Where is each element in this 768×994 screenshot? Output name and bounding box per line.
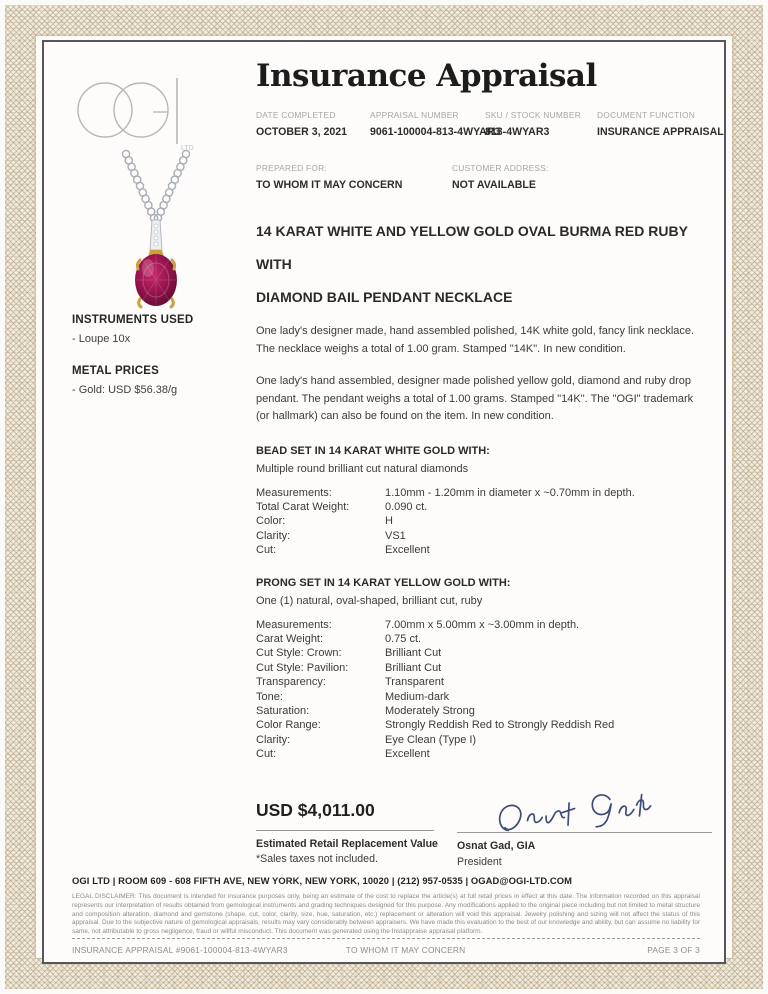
sales-tax-note: *Sales taxes not included. bbox=[256, 853, 378, 865]
instruments-used-item: - Loupe 10x bbox=[72, 333, 131, 345]
replacement-value-caption: Estimated Retail Replacement Value bbox=[256, 838, 438, 850]
footer-page-number: PAGE 3 OF 3 bbox=[647, 945, 700, 955]
prong-set-attributes bbox=[256, 618, 714, 762]
company-contact-line: OGI LTD | ROOM 609 - 608 FIFTH AVE, NEW YORK, NEW YORK, 10020 | (212) 957-0535 | OGAD@OGI-LTD.COM bbox=[72, 875, 573, 886]
signatory-title: President bbox=[457, 856, 502, 868]
replacement-value-block bbox=[256, 790, 457, 868]
metal-prices-heading: METAL PRICES bbox=[72, 365, 159, 377]
page-footer-bar bbox=[72, 945, 700, 955]
ogi-logo-ltd-text: LTD bbox=[181, 145, 194, 152]
prong-set-heading: PRONG SET IN 14 KARAT YELLOW GOLD WITH: bbox=[256, 576, 511, 589]
legal-disclaimer: LEGAL DISCLAIMER: This document is intended for insurance purposes only, being an estimate of the cost to replace the article(s) at full retail prices in effect at this date. The information recorded on this appraisal represents our interpretation of results obtained from gemological instruments and grading techniques designed for this purpose. Any modifications applied to the original piece including but not limited to metal structure and composition alteration, diamond and gemstone (shape, cut, color, clarity, size, hue, saturation, etc.) replacement or alteration will void this appraisal. Jewelry polishing and sizing will not affect the status of this appraisal. Due to the subjective nature of gemological appraisals, results may vary considerably between appraisers. We have made this evaluation to the best of our knowledge and ability, but can assume no liability for same, not attributable to gross negligence, fraud or willful misconduct. This document was generated using the Instappraise appraisal platform. bbox=[72, 893, 700, 936]
attr-row: Cut: Excellent bbox=[256, 544, 430, 557]
attr-row: Transparency: Transparent bbox=[256, 676, 444, 689]
document-title: Insurance Appraisal bbox=[256, 58, 597, 94]
attr-row: Total Carat Weight: 0.090 ct. bbox=[256, 500, 428, 513]
valuation-section bbox=[256, 790, 714, 868]
prong-set-subheading: One (1) natural, oval-shaped, brilliant cut, ruby bbox=[256, 594, 483, 607]
signature-underline bbox=[457, 832, 712, 833]
field-date-completed: DATE COMPLETED OCTOBER 3, 2021 bbox=[256, 110, 348, 138]
attr-row: Cut: Excellent bbox=[256, 748, 430, 761]
field-document-function: DOCUMENT FUNCTION INSURANCE APPRAISAL bbox=[597, 110, 724, 138]
attr-row: Measurements: 1.10mm - 1.20mm in diameter x ~0.70mm in depth. bbox=[256, 486, 635, 499]
attr-row: Color Range: Strongly Reddish Red to Strongly Reddish Red bbox=[256, 719, 615, 732]
item-title bbox=[256, 215, 714, 314]
attr-row: Tone: Medium-dark bbox=[256, 690, 450, 703]
bead-set-attributes bbox=[256, 486, 714, 558]
field-sku-stock-number: SKU / STOCK NUMBER 813-4WYAR3 bbox=[485, 110, 582, 138]
metal-prices-item: - Gold: USD $56.38/g bbox=[72, 384, 178, 396]
bead-set-heading: BEAD SET IN 14 KARAT WHITE GOLD WITH: bbox=[256, 444, 490, 457]
attr-row: Clarity: VS1 bbox=[256, 529, 406, 542]
customer-address-field: CUSTOMER ADDRESS: NOT AVAILABLE bbox=[452, 163, 549, 191]
appraisal-document bbox=[42, 40, 726, 964]
attr-row: Clarity: Eye Clean (Type I) bbox=[256, 733, 477, 746]
pendant-photo bbox=[104, 148, 208, 319]
instruments-used-heading: INSTRUMENTS USED bbox=[72, 314, 194, 326]
attr-row: Measurements: 7.00mm x 5.00mm x ~3.00mm in depth. bbox=[256, 618, 580, 631]
prepared-for-field: PREPARED FOR: TO WHOM IT MAY CONCERN bbox=[256, 163, 403, 191]
footer-appraisal-ref: INSURANCE APPRAISAL #9061-100004-813-4WYAR3 bbox=[72, 945, 288, 955]
item-title-line1: 14 KARAT WHITE AND YELLOW GOLD OVAL BURMA RED RUBY WITH bbox=[256, 223, 688, 272]
price-underline bbox=[256, 830, 434, 831]
attr-row: Cut Style: Pavilion: Brilliant Cut bbox=[256, 661, 442, 674]
replacement-value-amount: USD $4,011.00 bbox=[256, 800, 375, 820]
signature-icon bbox=[491, 790, 671, 836]
pendant-necklace-illustration bbox=[104, 148, 208, 314]
attr-row: Saturation: Moderately Strong bbox=[256, 704, 475, 717]
footer-dashed-divider bbox=[72, 938, 700, 939]
attr-row: Cut Style: Crown: Brilliant Cut bbox=[256, 647, 442, 660]
signature-block bbox=[457, 790, 714, 868]
attr-row: Carat Weight: 0.75 ct. bbox=[256, 632, 422, 645]
footer-prepared-for: TO WHOM IT MAY CONCERN bbox=[345, 945, 466, 955]
bead-set-subheading: Multiple round brilliant cut natural diamonds bbox=[256, 462, 469, 475]
signatory-name: Osnat Gad, GIA bbox=[457, 840, 536, 852]
pendant-description: One lady's hand assembled, designer made polished yellow gold, diamond and ruby drop pendant. The pendant weighs a total of 1.00 grams. Stamped "14K". The "OGI" trademark (or hallmark) can also be found on the item. In new condition. bbox=[256, 375, 694, 422]
sidebar bbox=[72, 314, 247, 400]
item-title-line2: DIAMOND BAIL PENDANT NECKLACE bbox=[256, 289, 513, 305]
necklace-description: One lady's designer made, hand assembled polished, 14K white gold, fancy link necklace. The necklace weighs a total of 1.00 gram. Stamped "14K". In new condition. bbox=[256, 325, 695, 355]
prepared-for-row bbox=[256, 163, 714, 205]
attr-row: Color: H bbox=[256, 515, 393, 528]
main-content bbox=[256, 56, 724, 762]
field-appraisal-number: APPRAISAL NUMBER 9061-100004-813-4WYAR3 bbox=[370, 110, 501, 138]
header-fields bbox=[256, 110, 724, 154]
